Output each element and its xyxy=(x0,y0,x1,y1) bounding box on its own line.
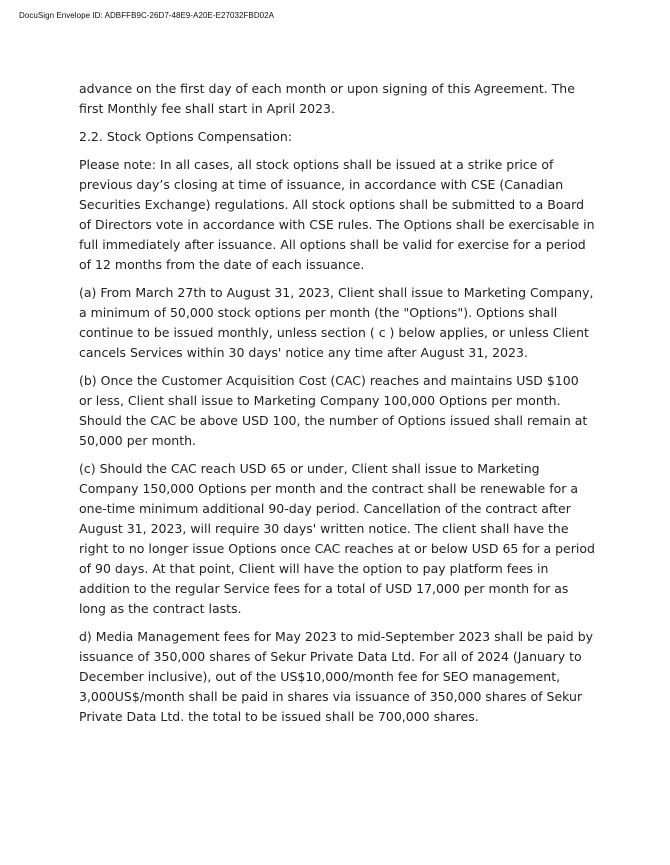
paragraph-clause-b: (b) Once the Customer Acquisition Cost (CAC) reaches and maintains USD $100 or less, Client shall issue to Marketing Company 100,000 Options per month. Should the CAC be above USD 100, the number of Options issued shall remain at 50,000 per month. xyxy=(79,373,588,448)
section-heading-stock-options: 2.2. Stock Options Compensation: xyxy=(79,129,293,144)
paragraph-clause-a: (a) From March 27th to August 31, 2023, Client shall issue to Marketing Company, a minimum of 50,000 stock options per month (the "Options"). Options shall continue to be issued monthly, unless section ( c ) below applies, or unless Client cancels Services within 30 days' notice any time after August 31, 2023. xyxy=(79,285,594,360)
paragraph-monthly-fee: advance on the first day of each month or upon signing of this Agreement. The first Monthly fee shall start in April 2023. xyxy=(79,81,575,116)
paragraph-please-note: Please note: In all cases, all stock options shall be issued at a strike price of previous day’s closing at time of issuance, in accordance with CSE (Canadian Securities Exchange) regulations. All stock options shall be submitted to a Board of Directors vote in accordance with CSE rules. The Options shall be exercisable in full immediately after issuance. All options shall be valid for exercise for a period of 12 months from the date of each issuance. xyxy=(79,157,595,272)
paragraph-clause-d: d) Media Management fees for May 2023 to mid-September 2023 shall be paid by issuance of 350,000 shares of Sekur Private Data Ltd. For all of 2024 (January to December inclusive), out of the US$10,000/month fee for SEO management, 3,000US$/month shall be paid in shares via issuance of 350,000 shares of Sekur Private Data Ltd. the total to be issued shall be 700,000 shares. xyxy=(79,629,594,724)
document-body xyxy=(79,79,595,735)
docusign-envelope-id: DocuSign Envelope ID: ADBFFB9C-26D7-48E9-A20E-E27032FBD02A xyxy=(19,11,275,20)
paragraph-clause-c: (c) Should the CAC reach USD 65 or under, Client shall issue to Marketing Company 150,000 Options per month and the contract shall be renewable for a one-time minimum additional 90-day period. Cancellation of the contract after August 31, 2023, will require 30 days' written notice. The client shall have the right to no longer issue Options once CAC reaches at or below USD 65 for a period of 90 days. At that point, Client will have the option to pay platform fees in addition to the regular Service fees for a total of USD 17,000 per month for as long as the contract lasts. xyxy=(79,461,595,616)
